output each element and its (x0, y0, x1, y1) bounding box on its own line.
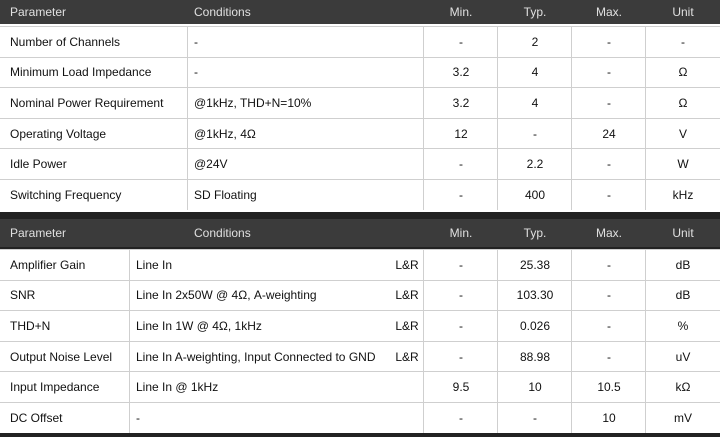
cell-parameter: Number of Channels (10, 34, 121, 49)
cell-max: - (607, 65, 611, 80)
header-unit: Unit (672, 226, 694, 240)
header-typ: Typ. (523, 226, 547, 240)
header-conditions: Conditions (194, 5, 251, 19)
cell-min: - (459, 157, 463, 172)
table-row (0, 118, 720, 149)
header-min: Min. (449, 226, 473, 240)
cell-conditions: - (194, 65, 198, 80)
cell-channel: L&R (395, 349, 419, 364)
cell-conditions: - (194, 34, 198, 49)
table-row (0, 57, 720, 88)
spec-table-general (0, 0, 720, 212)
cell-typ: 4 (531, 65, 539, 80)
cell-parameter: Idle Power (10, 157, 67, 172)
cell-channel (390, 372, 424, 402)
cell-max: - (607, 34, 611, 49)
cell-min: - (459, 257, 463, 272)
cell-conditions: Line In (136, 257, 173, 272)
header-parameter: Parameter (10, 5, 67, 19)
table-row (0, 310, 720, 341)
cell-typ: 4 (531, 95, 539, 110)
cell-conditions: Line In @ 1kHz (136, 380, 219, 395)
header-conditions: Conditions (194, 226, 251, 240)
cell-conditions: @1kHz, 4Ω (194, 126, 256, 141)
cell-unit: dB (675, 288, 691, 303)
cell-channel: L&R (395, 288, 419, 303)
table-row (0, 87, 720, 118)
cell-min: 9.5 (452, 380, 470, 395)
cell-max: 10.5 (597, 380, 621, 395)
table-row (0, 341, 720, 372)
cell-conditions: SD Floating (194, 187, 257, 202)
cell-unit: dB (675, 257, 691, 272)
cell-min: - (459, 349, 463, 364)
cell-max: 10 (602, 410, 616, 425)
cell-parameter: Input Impedance (10, 380, 100, 395)
cell-parameter: SNR (10, 288, 36, 303)
cell-typ: 0.026 (519, 318, 551, 333)
cell-min: - (459, 318, 463, 333)
cell-unit: mV (674, 410, 692, 425)
cell-unit: Ω (678, 65, 688, 80)
cell-parameter: DC Offset (10, 410, 63, 425)
spec-table-audio (0, 219, 720, 437)
cell-typ: 25.38 (519, 257, 551, 272)
cell-parameter: Operating Voltage (10, 126, 107, 141)
cell-typ: - (533, 126, 537, 141)
header-typ: Typ. (523, 5, 547, 19)
cell-conditions: Line In A-weighting, Input Connected to GND (136, 349, 376, 364)
cell-max: - (607, 318, 611, 333)
table-row (0, 402, 720, 433)
table-header (0, 219, 720, 247)
table-row (0, 371, 720, 402)
cell-min: - (459, 187, 463, 202)
header-min: Min. (449, 5, 473, 19)
header-max: Max. (595, 226, 622, 240)
cell-typ: 400 (524, 187, 546, 202)
cell-parameter: Nominal Power Requirement (10, 95, 164, 110)
cell-typ: 10 (528, 380, 542, 395)
cell-conditions: Line In 1W @ 4Ω, 1kHz (136, 318, 262, 333)
cell-parameter: THD+N (10, 318, 51, 333)
cell-unit: W (677, 157, 689, 172)
cell-typ: 2.2 (526, 157, 544, 172)
cell-unit: kΩ (675, 380, 691, 395)
cell-max: - (607, 157, 611, 172)
cell-unit: uV (675, 349, 691, 364)
cell-typ: - (533, 410, 537, 425)
cell-typ: 103.30 (516, 288, 554, 303)
cell-min: 3.2 (452, 95, 470, 110)
cell-parameter: Output Noise Level (10, 349, 113, 364)
header-unit: Unit (672, 5, 694, 19)
table-row (0, 179, 720, 210)
header-parameter: Parameter (10, 226, 67, 240)
cell-min: 3.2 (452, 65, 470, 80)
cell-max: - (607, 257, 611, 272)
table-header (0, 0, 720, 24)
header-max: Max. (595, 5, 622, 19)
cell-channel: L&R (395, 318, 419, 333)
cell-parameter: Switching Frequency (10, 187, 122, 202)
cell-unit: kHz (672, 187, 694, 202)
cell-unit: - (681, 34, 685, 49)
cell-channel (390, 403, 424, 433)
cell-min: - (459, 34, 463, 49)
table-row (0, 148, 720, 179)
cell-min: - (459, 410, 463, 425)
cell-min: - (459, 288, 463, 303)
cell-conditions: @24V (194, 157, 228, 172)
table-row (0, 249, 720, 280)
cell-parameter: Minimum Load Impedance (10, 65, 152, 80)
cell-parameter: Amplifier Gain (10, 257, 86, 272)
cell-typ: 2 (531, 34, 539, 49)
cell-max: - (607, 187, 611, 202)
cell-conditions: @1kHz, THD+N=10% (194, 95, 312, 110)
cell-max: - (607, 288, 611, 303)
cell-max: - (607, 349, 611, 364)
cell-unit: % (677, 318, 689, 333)
cell-typ: 88.98 (519, 349, 551, 364)
table-row (0, 280, 720, 311)
cell-conditions: Line In 2x50W @ 4Ω, A-weighting (136, 288, 317, 303)
cell-max: - (607, 95, 611, 110)
cell-channel: L&R (395, 257, 419, 272)
cell-conditions: - (136, 410, 140, 425)
cell-unit: V (678, 126, 687, 141)
cell-unit: Ω (678, 95, 688, 110)
cell-max: 24 (602, 126, 616, 141)
cell-min: 12 (454, 126, 468, 141)
table-row (0, 26, 720, 57)
